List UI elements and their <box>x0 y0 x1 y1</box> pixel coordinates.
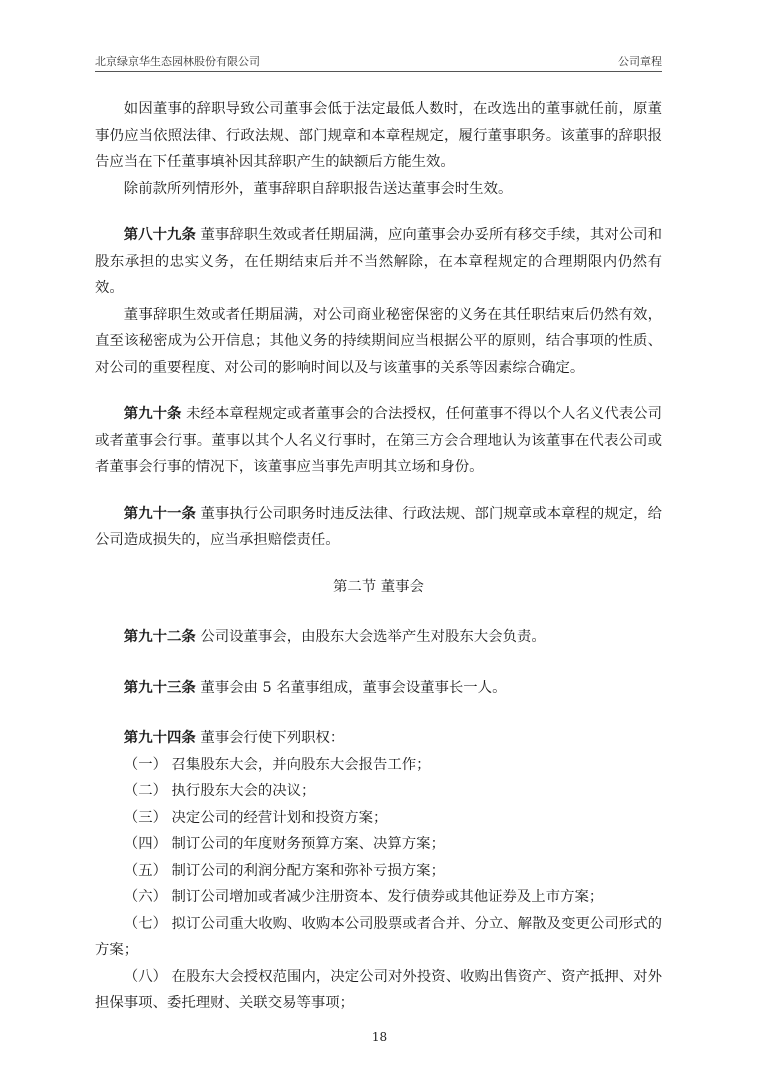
article-89 <box>95 222 662 302</box>
list-item: （五） 制订公司的利润分配方案和弥补亏损方案； <box>123 862 445 879</box>
paragraph-resignation-effective: 除前款所列情形外，董事辞职自辞职报告送达董事会时生效。 <box>123 180 513 197</box>
list-item: （二） 执行股东大会的决议； <box>123 783 316 799</box>
article-90-text: 未经本章程规定或者董事会的合法授权，任何董事不得以个人名义代表公司或者董事会行事。董事以其个人名义行事时，在第三方会合理地认为该董事在代表公司或者董事会行事的情况下，该董事应当事先声明其立场和身份。 <box>95 406 662 475</box>
list-item: （三） 决定公司的经营计划和投资方案； <box>123 809 388 826</box>
list-item: （六） 制订公司增加或者减少注册资本、发行债券或其他证券及上市方案； <box>123 889 604 905</box>
article-92 <box>95 624 662 651</box>
article-92-text: 公司设董事会，由股东大会选举产生对股东大会负责。 <box>200 629 546 645</box>
document-body <box>95 96 662 1017</box>
article-91 <box>95 501 662 554</box>
spacer <box>95 381 662 401</box>
list-item: （七） 拟订公司重大收购、收购本公司股票或者合并、分立、解散及变更公司形式的方案； <box>95 915 662 958</box>
header-divider <box>95 71 662 72</box>
page-number: 18 <box>371 1030 388 1044</box>
list-item: （一） 召集股东大会，并向股东大会报告工作； <box>123 756 431 773</box>
article-91-label: 第九十一条 <box>123 504 196 522</box>
article-93-text: 董事会由 5 名董事组成，董事会设董事长一人。 <box>200 679 507 696</box>
list-item: （四） 制订公司的年度财务预算方案、决算方案； <box>123 836 445 852</box>
article-93-label: 第九十三条 <box>123 678 196 696</box>
header-document-type: 公司章程 <box>618 55 662 68</box>
article-89-label: 第八十九条 <box>123 226 196 243</box>
article-89-paragraph-2: 董事辞职生效或者任期届满，对公司商业秘密保密的义务在其任职结束后仍然有效，直至该秘密成为公开信息；其他义务的持续期间应当根据公平的原则，结合事项的性质、对公司的重要程度、对公司的影响时间以及与该董事的关系等因素综合确定。 <box>95 306 662 376</box>
spacer <box>95 651 662 675</box>
spacer <box>95 701 662 725</box>
article-94-label: 第九十四条 <box>123 729 196 746</box>
spacer <box>95 554 662 574</box>
section-title: 第二节 董事会 <box>333 578 424 595</box>
article-91-text: 董事执行公司职务时违反法律、行政法规、部门规章或本章程的规定，给公司造成损失的，应当承担赔偿责任。 <box>95 505 662 548</box>
spacer <box>95 202 662 222</box>
article-92-label: 第九十二条 <box>123 628 196 645</box>
paragraph-resignation-quorum: 如因董事的辞职导致公司董事会低于法定最低人数时，在改选出的董事就任前，原董事仍应当依照法律、行政法规、部门规章和本章程规定，履行董事职务。该董事的辞职报告应当在下任董事填补因其辞职产生的缺额后方能生效。 <box>95 101 662 170</box>
article-90-label: 第九十条 <box>123 405 182 422</box>
article-89-text: 董事辞职生效或者任期届满，应向董事会办妥所有移交手续，其对公司和股东承担的忠实义务，在任期结束后并不当然解除，在本章程规定的合理期限内仍然有效。 <box>95 227 662 296</box>
header-company-name: 北京绿京华生态园林股份有限公司 <box>95 55 260 68</box>
page-header <box>95 50 662 68</box>
article-90 <box>95 401 662 481</box>
article-94 <box>95 725 662 752</box>
spacer <box>95 600 662 624</box>
article-94-text: 董事会行使下列职权： <box>200 730 345 746</box>
spacer <box>95 481 662 501</box>
list-item: （八） 在股东大会授权范围内，决定公司对外投资、收购出售资产、资产抵押、对外担保事项、委托理财、关联交易等事项； <box>95 968 662 1011</box>
article-93 <box>95 675 662 702</box>
powers-list <box>95 752 662 1017</box>
